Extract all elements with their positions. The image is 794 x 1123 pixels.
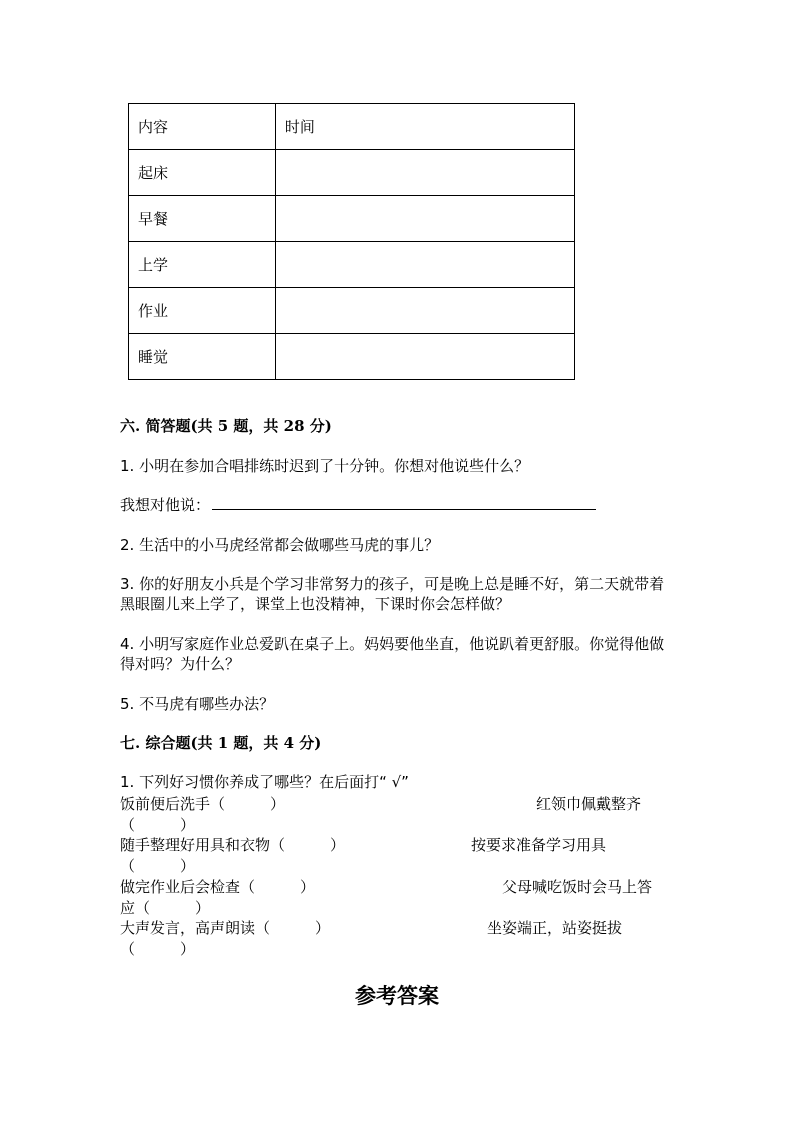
habit-wrap-3: 应（ ） bbox=[120, 899, 211, 917]
habit-left-1: 饭前便后洗手（ ） bbox=[120, 795, 286, 813]
question-1: 1. 小明在参加合唱排练时迟到了十分钟。你想对他说些什么？ bbox=[120, 457, 530, 475]
answer-blank bbox=[212, 495, 596, 510]
question-4: 4. 小明写家庭作业总爱趴在桌子上。妈妈要他坐直，他说趴着更舒服。你觉得他做得对吗？为什么？ bbox=[120, 635, 665, 673]
answer-prompt: 我想对他说： bbox=[120, 496, 211, 514]
table-row-value bbox=[275, 288, 574, 334]
section-6-heading: 六. 简答题(共 5 题，共 28 分) bbox=[120, 417, 332, 435]
table-row bbox=[129, 150, 575, 196]
table-row bbox=[129, 288, 575, 334]
table-header-cell: 时间 bbox=[275, 104, 574, 150]
habit-left-3: 做完作业后会检查（ ） bbox=[120, 878, 316, 896]
table-row bbox=[129, 334, 575, 380]
habit-right-3: 父母喊吃饭时会马上答 bbox=[502, 878, 653, 896]
schedule-table bbox=[128, 103, 575, 380]
habit-wrap-2: （ ） bbox=[120, 857, 196, 875]
question-2: 2. 生活中的小马虎经常都会做哪些马虎的事儿？ bbox=[120, 536, 440, 554]
habit-right-1: 红领巾佩戴整齐 bbox=[536, 795, 642, 813]
table-row-label: 上学 bbox=[129, 242, 276, 288]
table-header-row bbox=[129, 104, 575, 150]
table-row bbox=[129, 196, 575, 242]
habit-left-4: 大声发言，高声朗读（ ） bbox=[120, 919, 331, 937]
question-5: 5. 不马虎有哪些办法？ bbox=[120, 695, 275, 713]
table-row-value bbox=[275, 242, 574, 288]
habit-right-2: 按要求准备学习用具 bbox=[471, 836, 607, 854]
habit-wrap-1: （ ） bbox=[120, 816, 196, 834]
table-row-label: 起床 bbox=[129, 150, 276, 196]
answer-line bbox=[120, 495, 596, 515]
table-row-label: 作业 bbox=[129, 288, 276, 334]
table-row-label: 早餐 bbox=[129, 196, 276, 242]
table-header-cell: 内容 bbox=[129, 104, 276, 150]
table-row-label: 睡觉 bbox=[129, 334, 276, 380]
habit-left-2: 随手整理好用具和衣物（ ） bbox=[120, 836, 346, 854]
habit-wrap-4: （ ） bbox=[120, 940, 196, 958]
answer-key-title: 参考答案 bbox=[355, 983, 439, 1008]
table-row-value bbox=[275, 196, 574, 242]
section-7-heading: 七. 综合题(共 1 题，共 4 分) bbox=[120, 734, 322, 752]
question-7-1: 1. 下列好习惯你养成了哪些？在后面打“ √” bbox=[120, 773, 409, 791]
habit-right-4: 坐姿端正，站姿挺拔 bbox=[487, 919, 623, 937]
table-row-value bbox=[275, 150, 574, 196]
table-row bbox=[129, 242, 575, 288]
table-row-value bbox=[275, 334, 574, 380]
question-3: 3. 你的好朋友小兵是个学习非常努力的孩子，可是晚上总是睡不好，第二天就带着黑眼圈儿来上学了，课堂上也没精神，下课时你会怎样做？ bbox=[120, 575, 665, 613]
